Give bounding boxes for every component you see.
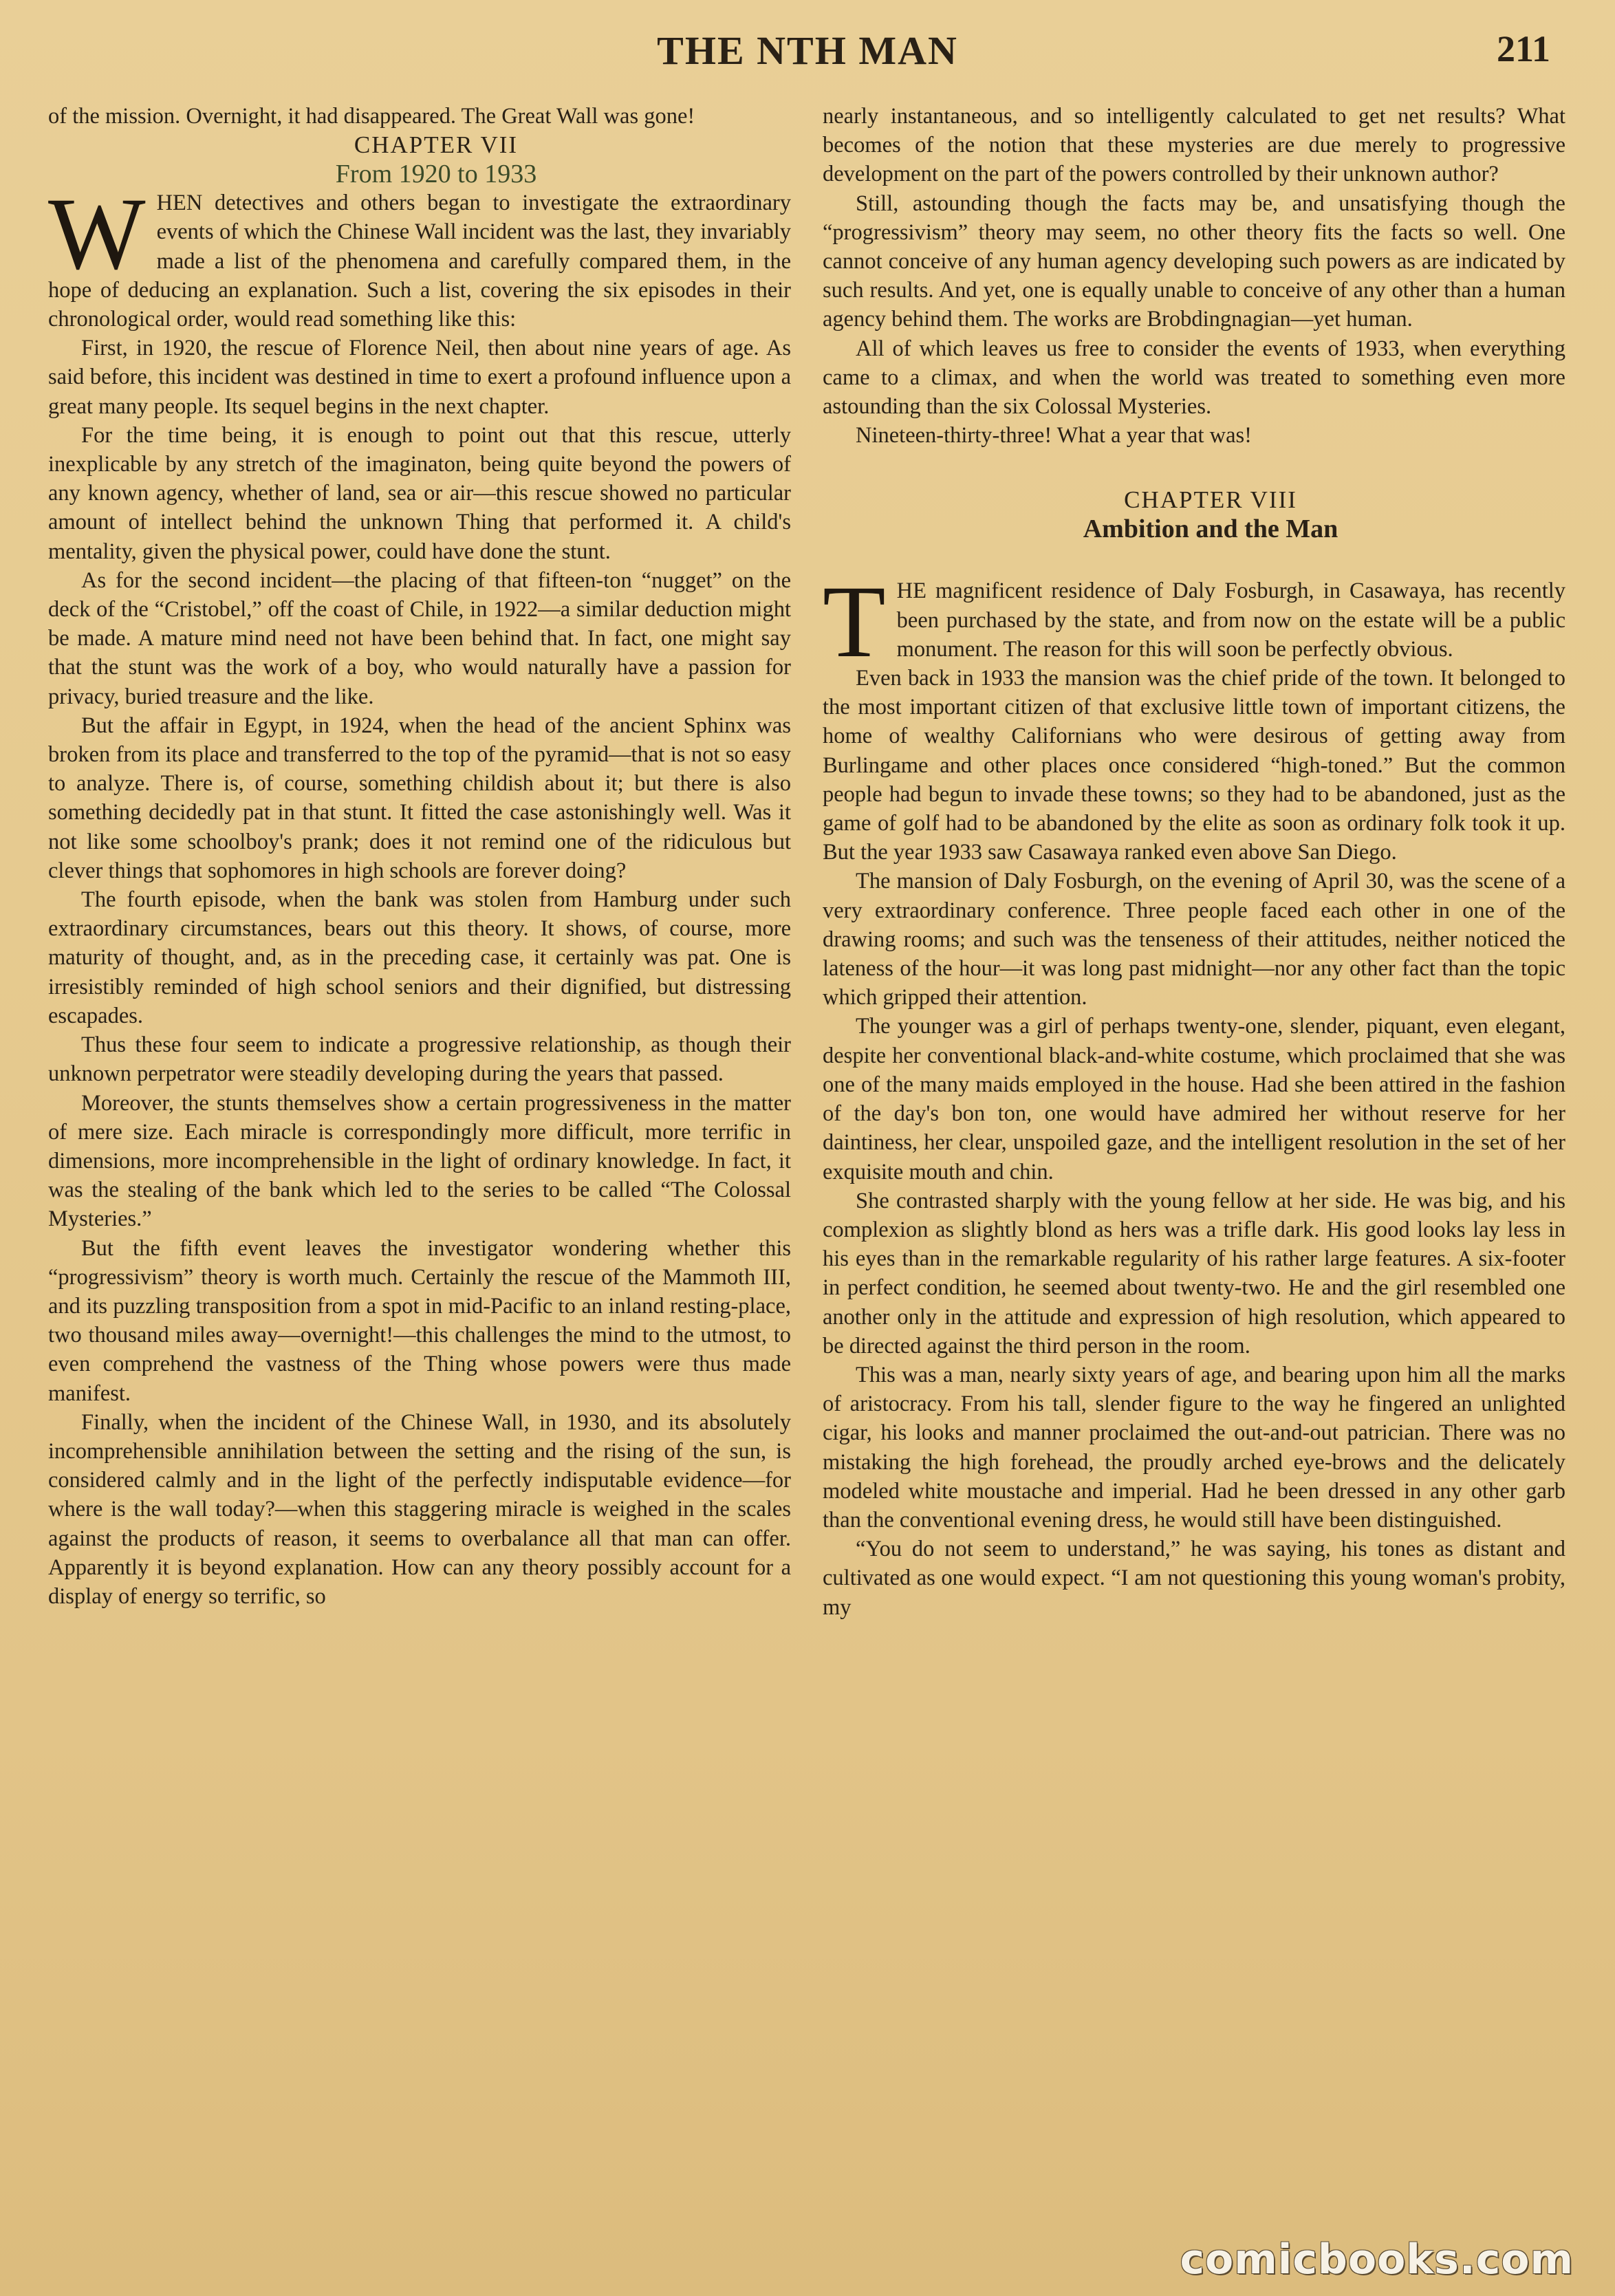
paragraph-text: HE magnificent residence of Daly Fosburgh, in Casawaya, has recently been purchased by the state, and from now on the estate will be a public monument. The reason for this will soon be perfectly obvious. xyxy=(896,578,1565,662)
paragraph: Even back in 1933 the mansion was the chief pride of the town. It belonged to the most important citizen of that exclusive little town of important citizens, the home of wealthy Californians who were desirous of getting away from Burlingame and other places once considered “high-toned.” But the common people had begun to invade these towns; so they had to be abandoned, just as the game of golf had to be abandoned by the elite as soon as ordinary folk took it up. But the year 1933 saw Casawaya ranked even above San Diego. xyxy=(823,666,1565,865)
paragraph-text: HEN detectives and others began to investigate the extraordinary events of which the Chinese Wall incident was the last, they invariably made a list of the phenomena and carefully compared them, in the hope of deducing an explanation. Such a list, covering the six episodes in their chronological order, would read something like this: xyxy=(48,191,791,332)
page-header xyxy=(0,28,1615,76)
running-title: THE NTH MAN xyxy=(657,28,958,73)
paragraph: All of which leaves us free to consider the events of 1933, when everything came to a climax, and when the world was treated to something even more astounding than the six Colossal Mysteries. xyxy=(823,336,1565,420)
paragraph: This was a man, nearly sixty years of age, and bearing upon him all the marks of aristocracy. From his tall, slender figure to the way he fingered an unlighted cigar, his looks and manner proclaimed the out-and-out patrician. There was no mistaking the high forehead, the proudly arched eye-brows and the delicately modeled white moustache and imperial. Had he been dressed in any other garb than the conventional evening dress, he would still have been distinguished. xyxy=(823,1362,1565,1533)
paragraph: Thus these four seem to indicate a progressive relationship, as though their unknown perpetrator were steadily developing during the years that passed. xyxy=(48,1032,791,1087)
paragraph: Still, astounding though the facts may be, and unsatisfying though the “progressivism” theory may seem, no other theory fits the facts so well. One cannot conceive of any human agency developing such powers as are indicated by such results. And yet, one is equally unable to conceive of any other than a human agency behind them. The works are Brobdingnagian—yet human. xyxy=(823,191,1565,332)
paragraph: nearly instantaneous, and so intelligently calculated to get net results? What becomes of the notion that these mysteries are due merely to progressive development on the part of the powers controlled by their unknown author? xyxy=(823,104,1565,187)
paragraph: Finally, when the incident of the Chinese Wall, in 1930, and its absolutely incomprehensible annihilation between the setting and the rising of the sun, is considered calmly and in the light of the perfectly indisputable evidence—for where is the wall today?—when this staggering miracle is weighed in the scales against the products of reason, it seems to overbalance all that man can offer. Apparently it is beyond explanation. How can any theory possibly account for a display of energy so terrific, so xyxy=(48,1409,791,1609)
intro-paragraph: of the mission. Overnight, it had disappeared. The Great Wall was gone! xyxy=(48,104,695,129)
page-number: 211 xyxy=(1496,28,1550,69)
drop-cap: W xyxy=(48,177,146,292)
watermark: comicbooks.com xyxy=(1180,2235,1574,2284)
paragraph: First, in 1920, the rescue of Florence Neil, then about nine years of age. As said before, this incident was destined in time to exert a profound influence upon a great many people. Its sequel begins in the next chapter. xyxy=(48,336,791,419)
paragraph: But the affair in Egypt, in 1924, when the head of the ancient Sphinx was broken from its place and transferred to the top of the pyramid—that is not so easy to analyze. There is, of course, something childish about it; but there is also something decidedly pat in that stunt. It fitted the case astonishingly well. Was it not like some schoolboy's prank; does it not remind one of the ridiculous but clever things that sophomores in high schools are forever doing? xyxy=(48,713,791,883)
paragraph: But the fifth event leaves the investigator wondering whether this “progressivism” theory is worth much. Certainly the rescue of the Mammoth III, and its puzzling transposition from a spot in mid-Pacific to an inland resting-place, two thousand miles away—overnight!—this challenges the mind to the utmost, to even comprehend the vastness of the Thing whose powers were thus made manifest. xyxy=(48,1235,791,1406)
paragraph: Moreover, the stunts themselves show a certain progressiveness in the matter of mere size. Each miracle is correspondingly more difficult, more terrific in dimensions, more incomprehensible in the light of ordinary knowledge. In fact, it was the stealing of the bank which led to the series to be called “The Colossal Mysteries.” xyxy=(48,1090,791,1232)
drop-cap: T xyxy=(823,565,886,680)
paragraph: The younger was a girl of perhaps twenty-one, slender, piquant, even elegant, despite her conventional black-and-white costume, which proclaimed that she was one of the many maids employed in the house. Had she been attired in the fashion of the day's bon ton, one would have admired her without reserve for her daintiness, her clear, unspoiled gaze, and the intelligent resolution in the set of her exquisite mouth and chin. xyxy=(823,1014,1565,1184)
left-column xyxy=(48,102,791,1611)
right-column xyxy=(823,102,1565,1622)
paragraph: The mansion of Daly Fosburgh, on the evening of April 30, was the scene of a very extraordinary conference. Three people faced each other in one of the drawing rooms; and such was the tenseness of their attitudes, neither noticed the lateness of the hour—it was long past midnight—nor any other fact than the topic which gripped their attention. xyxy=(823,869,1565,1010)
chapter-title: From 1920 to 1933 xyxy=(335,160,537,189)
paragraph: The fourth episode, when the bank was stolen from Hamburg under such extraordinary circumstances, bears out this theory. It shows, of course, more maturity of thought, and, as in the preceding case, it certainly was pat. One is irresistibly reminded of high school seniors and their dignified, but distressing escapades. xyxy=(48,887,791,1028)
first-paragraph xyxy=(48,177,791,334)
chapter-title: Ambition and the Man xyxy=(1083,515,1338,544)
first-paragraph xyxy=(823,565,1565,680)
paragraph: As for the second incident—the placing of that fifteen-ton “nugget” on the deck of the “Cristobel,” off the coast of Chile, in 1922—a similar deduction might be made. A mature mind need not have been behind that. In fact, one might say that the stunt was the work of a boy, who would naturally have a passion for privacy, buried treasure and the like. xyxy=(48,567,791,709)
chapter-number: CHAPTER VII xyxy=(354,131,519,159)
paragraph: She contrasted sharply with the young fellow at her side. He was big, and his complexion as slightly blond as hers was a trifle dark. His good looks lay less in his eyes than in the remarkable regularity of his rather large features. A six-footer in perfect condition, he seemed about twenty-two. He and the girl resembled one another only in the attitude and expression of high resolution, which appeared to be directed against the third person in the room. xyxy=(823,1188,1565,1358)
paragraph: Nineteen-thirty-three! What a year that was! xyxy=(856,423,1253,448)
paragraph: “You do not seem to understand,” he was saying, his tones as distant and cultivated as one would expect. “I am not questioning this young woman's probity, my xyxy=(823,1537,1565,1620)
paragraph: For the time being, it is enough to point out that this rescue, utterly inexplicable by any stretch of the imaginaton, being quite beyond the powers of any known agency, whether of land, sea or air—this rescue showed no particular amount of intellect behind the unknown Thing that performed it. A child's mentality, given the physical power, could have done the stunt. xyxy=(48,422,791,564)
chapter-number: CHAPTER VIII xyxy=(1124,486,1297,514)
